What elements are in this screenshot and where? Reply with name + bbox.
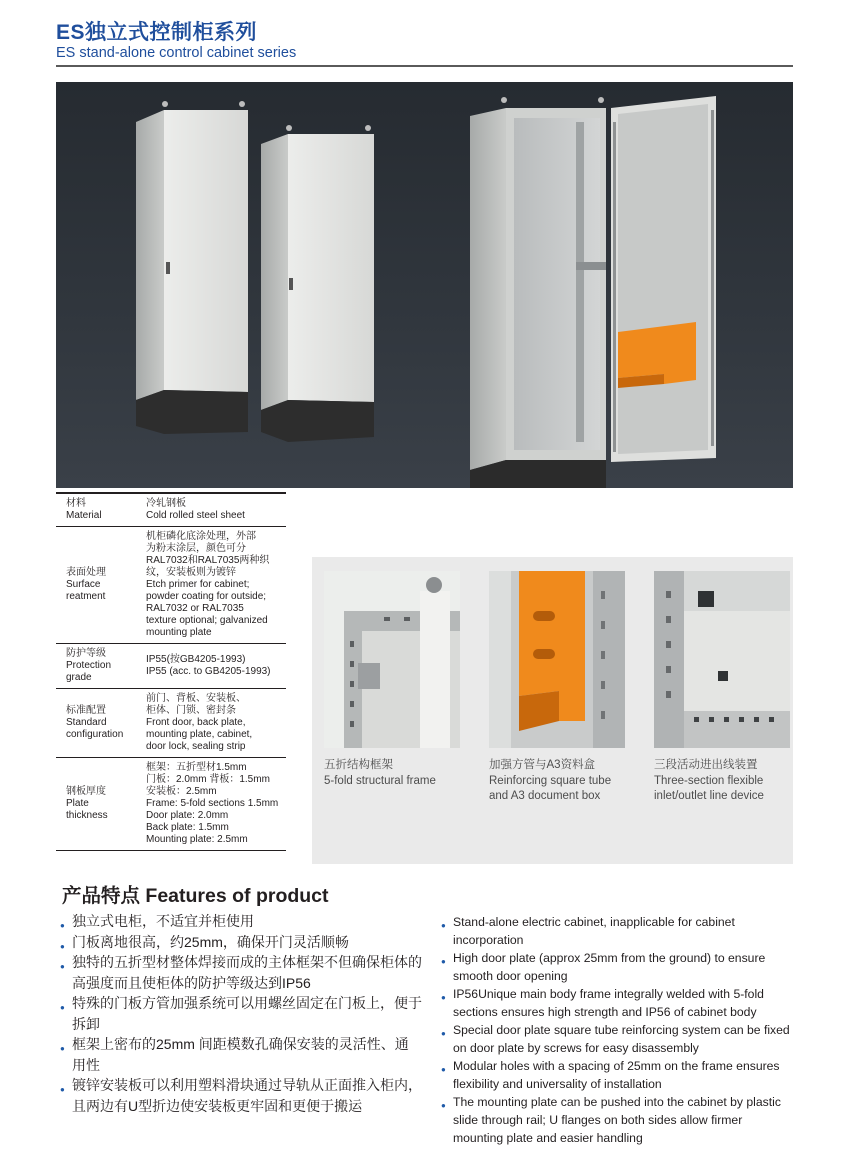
spec-value-line: RAL7032 or RAL7035 [146, 603, 244, 614]
spec-label-cn: 钢板厚度 [66, 786, 106, 797]
page-title-cn: ES独立式控制柜系列 [56, 21, 258, 44]
spec-row-material [56, 492, 286, 527]
closed-cabinet-2 [261, 125, 374, 442]
feature-item-en: ● Stand-alone electric cabinet, inapplicable for cabinet incorporation [441, 913, 795, 949]
spec-value-line: Front door, back plate, [146, 717, 246, 728]
spec-label-en: reatment [66, 591, 106, 602]
caption-en: Reinforcing square tube [489, 774, 612, 787]
spec-label-en: Surface [66, 579, 101, 590]
spec-value-line: mounting plate, cabinet, [146, 729, 253, 740]
spec-label [56, 758, 146, 850]
spec-label-en: configuration [66, 729, 124, 740]
open-cabinet [470, 96, 716, 488]
caption-cable-entry [654, 758, 804, 805]
spec-value-line: 为粉末涂层，颜色可分 [146, 543, 246, 554]
features-title: 产品特点 Features of product [62, 885, 329, 907]
spec-value [146, 689, 286, 757]
feature-item-cn: ● 特殊的门板方管加强系统可以用螺丝固定在门板上，便于拆卸 [60, 993, 422, 1034]
spec-label-cn: 材料 [66, 498, 86, 509]
spec-label-en: Material [66, 510, 102, 521]
spec-value [146, 758, 286, 850]
spec-label [56, 689, 146, 757]
spec-label [56, 644, 146, 688]
caption-en: Three-section flexible [654, 774, 764, 787]
spec-value-line: Mounting plate: 2.5mm [146, 834, 248, 845]
spec-value-line: 前门、背板、安装板、 [146, 693, 246, 704]
caption-en: 5-fold structural frame [324, 774, 436, 787]
spec-value-line: IP55 (acc. to GB4205-1993) [146, 666, 271, 677]
spec-row-surface-treatment [56, 527, 286, 644]
closed-cabinet-1 [136, 101, 248, 434]
spec-value [146, 494, 286, 526]
spec-value-line: 门板：2.0mm 背板：1.5mm [146, 774, 270, 785]
spec-label [56, 494, 146, 526]
spec-value-line: texture optional; galvanized [146, 615, 268, 626]
spec-value-line: Cold rolled steel sheet [146, 510, 245, 521]
feature-item-en: ● Modular holes with a spacing of 25mm on the frame ensures flexibility and universality of installation [441, 1057, 795, 1093]
feature-item-en: ● Special door plate square tube reinforcing system can be fixed on door plate by screws for easy disassembly [441, 1021, 795, 1057]
feature-item-cn: ● 独立式电柜，不适宜并柜使用 [60, 911, 422, 932]
spec-label-en: Standard [66, 717, 107, 728]
spec-value-line: powder coating for outside; [146, 591, 267, 602]
caption-cn: 三段活动进出线装置 [654, 759, 758, 771]
feature-item-en: ● The mounting plate can be pushed into the cabinet by plastic slide through rail; U flanges on both sides allow firmer mounting plate and easier handling [441, 1093, 795, 1147]
feature-item-cn: ● 独特的五折型材整体焊接而成的主体框架不但确保柜体的高强度而且使柜体的防护等级达到IP56 [60, 952, 422, 993]
spec-value-line: Etch primer for cabinet; [146, 579, 250, 590]
spec-table [56, 492, 286, 851]
spec-value [146, 644, 286, 688]
caption-tube [489, 758, 639, 805]
spec-value-line: door lock, sealing strip [146, 741, 246, 752]
spec-value-line: RAL7032和RAL7035两种织 [146, 555, 270, 566]
spec-label-cn: 表面处理 [66, 567, 106, 578]
caption-cn: 五折结构框架 [324, 759, 393, 771]
spec-label-en: thickness [66, 810, 108, 821]
feature-item-en: ● High door plate (approx 25mm from the ground) to ensure smooth door opening [441, 949, 795, 985]
feature-item-cn: ● 框架上密布的25mm 间距模数孔确保安装的灵活性、通用性 [60, 1034, 422, 1075]
feature-item-cn: ● 门板离地很高，约25mm，确保开门灵活顺畅 [60, 932, 422, 953]
feature-item-cn: ● 镀锌安装板可以利用塑料滑块通过导轨从正面推入柜内，且两边有U型折边使安装板更牢固和更便于搬运 [60, 1075, 422, 1116]
hero-cabinet-photo [56, 82, 793, 488]
spec-value-line: 框架：五折型材1.5mm [146, 762, 247, 773]
caption-frame [324, 758, 474, 789]
spec-label-cn: 标准配置 [66, 705, 106, 716]
spec-value-line: Frame: 5-fold sections 1.5mm [146, 798, 279, 809]
features-list-en [441, 913, 795, 1147]
spec-value-line: 安装板：2.5mm [146, 786, 217, 797]
page-title-en: ES stand-alone control cabinet series [56, 45, 297, 61]
title-divider [56, 65, 793, 67]
frame-detail-photo [324, 571, 460, 748]
spec-value-line: 冷轧钢板 [146, 498, 186, 509]
spec-value [146, 527, 286, 643]
caption-en: inlet/outlet line device [654, 790, 764, 802]
spec-value-line: Back plate: 1.5mm [146, 822, 229, 833]
spec-value-line: Door plate: 2.0mm [146, 810, 229, 821]
spec-row-protection-grade [56, 644, 286, 689]
caption-cn: 加强方管与A3资料盒 [489, 759, 596, 771]
features-list-cn [60, 911, 422, 1116]
spec-label [56, 527, 146, 643]
spec-row-plate-thickness [56, 758, 286, 851]
feature-item-en: ● IP56Unique main body frame integrally welded with 5-fold sections ensures high strength and IP56 of cabinet body [441, 985, 795, 1021]
tube-document-box-photo [489, 571, 625, 748]
spec-label-en: Protection [66, 660, 112, 671]
spec-label-cn: 防护等级 [66, 648, 106, 659]
caption-en: and A3 document box [489, 790, 601, 802]
detail-gallery [312, 557, 793, 864]
spec-value-line: IP55(按GB4205-1993) [146, 654, 246, 665]
spec-label-en: grade [66, 672, 92, 683]
spec-value-line: 纹，安装板则为镀锌 [146, 567, 236, 578]
cable-entry-photo [654, 571, 790, 748]
cabinet-illustration [56, 82, 793, 488]
spec-value-line: 柜体、门锁、密封条 [146, 705, 236, 716]
spec-value-line: mounting plate [146, 627, 212, 638]
spec-label-en: Plate [66, 798, 89, 809]
spec-value-line: 机柜磷化底涂处理，外部 [146, 531, 256, 542]
spec-row-standard-configuration [56, 689, 286, 758]
